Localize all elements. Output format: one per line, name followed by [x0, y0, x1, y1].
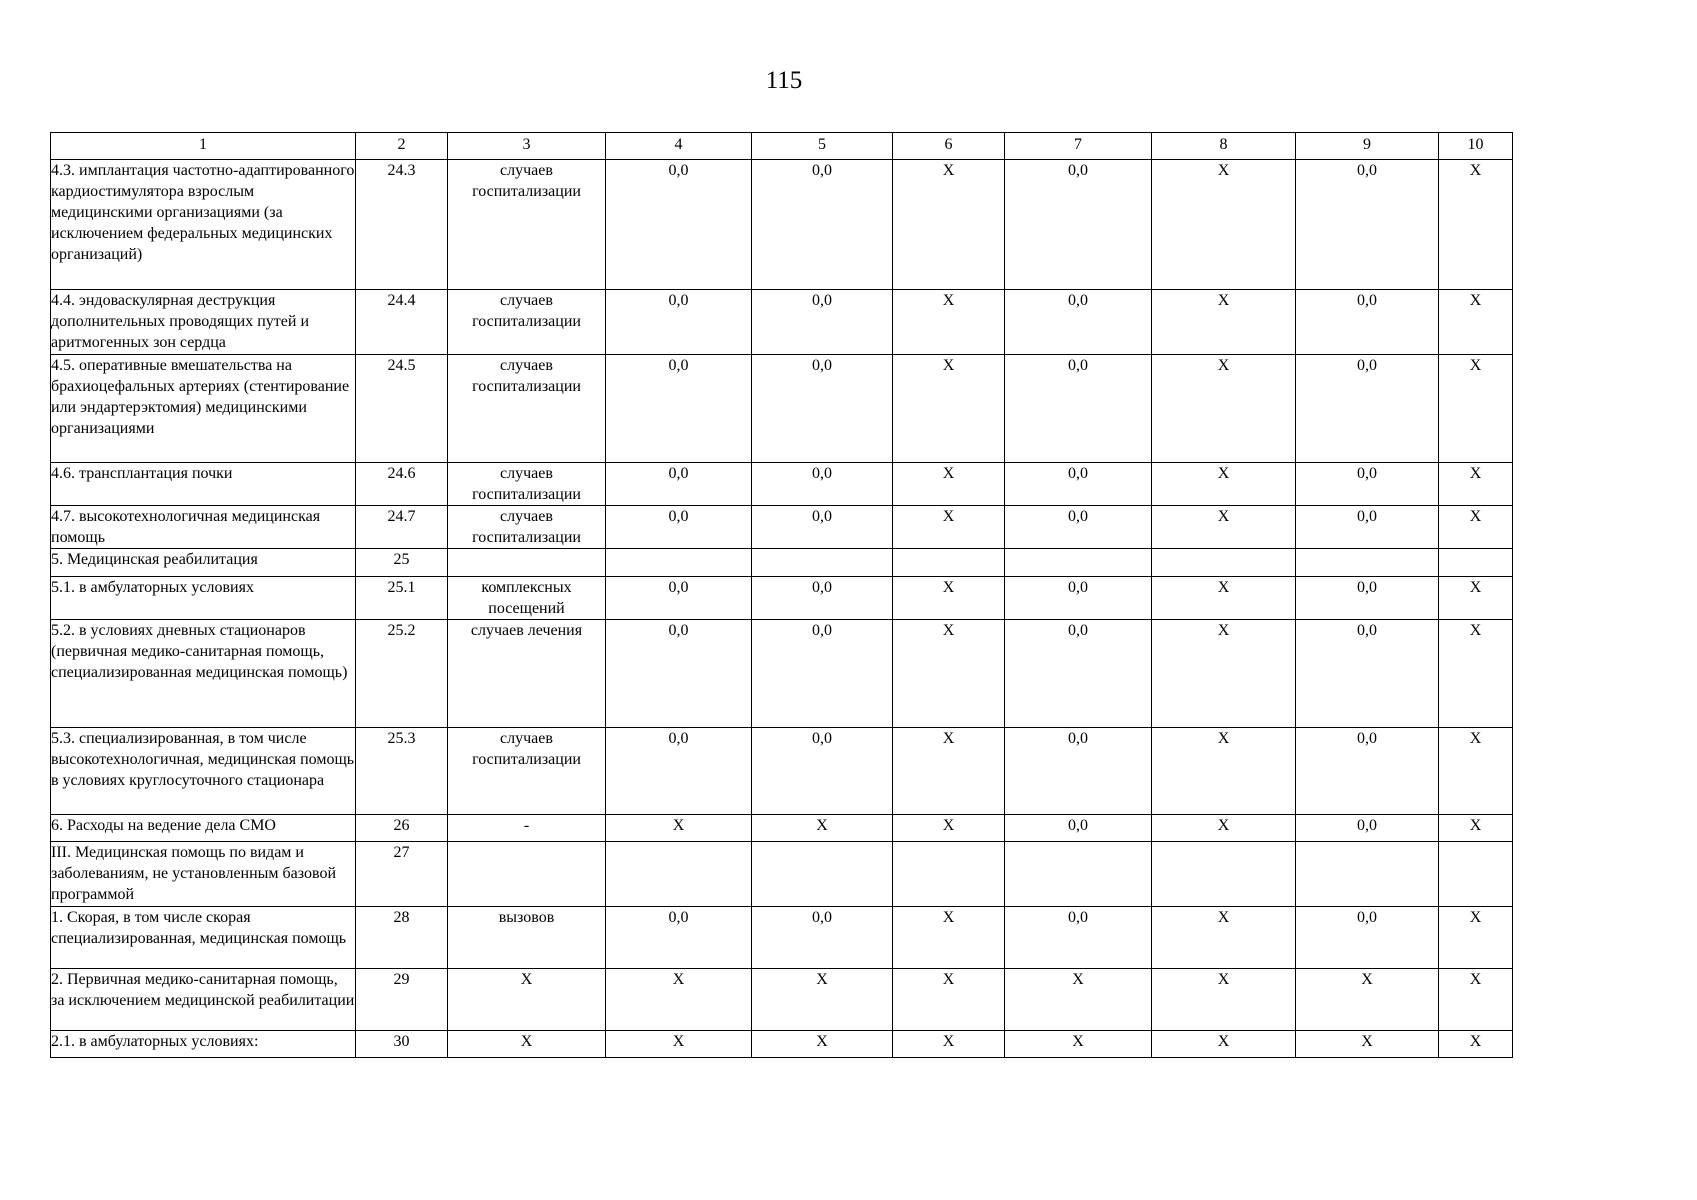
value-cell: Х: [606, 1031, 752, 1058]
row-code-cell: 25.1: [356, 577, 448, 620]
column-header: 7: [1005, 133, 1152, 160]
value-cell: Х: [893, 728, 1005, 815]
row-unit-cell: комплексных посещений: [448, 577, 606, 620]
value-cell: 0,0: [1296, 463, 1439, 506]
row-name-cell: 2.1. в амбулаторных условиях:: [51, 1031, 356, 1058]
value-cell: 0,0: [1005, 815, 1152, 842]
row-unit-cell: [448, 842, 606, 907]
column-header: 4: [606, 133, 752, 160]
value-cell: Х: [893, 907, 1005, 969]
value-cell: [1439, 549, 1513, 577]
column-header: 3: [448, 133, 606, 160]
column-header: 2: [356, 133, 448, 160]
row-unit-cell: случаев лечения: [448, 620, 606, 728]
row-unit-cell: случаев госпитализации: [448, 290, 606, 355]
value-cell: Х: [1152, 728, 1296, 815]
table-row: [51, 969, 1513, 1031]
value-cell: 0,0: [1296, 815, 1439, 842]
value-cell: 0,0: [1296, 160, 1439, 290]
value-cell: Х: [1005, 1031, 1152, 1058]
value-cell: 0,0: [1005, 620, 1152, 728]
table-body: [51, 160, 1513, 1058]
row-unit-cell: [448, 549, 606, 577]
value-cell: Х: [606, 969, 752, 1031]
row-name-cell: 2. Первичная медико-санитарная помощь, за исключением медицинской реабилитации: [51, 969, 356, 1031]
row-name-cell: 4.3. имплантация частотно-адаптированного кардиостимулятора взрослым медицинскими организациями (за исключением федеральных медицинских организаций): [51, 160, 356, 290]
value-cell: Х: [1152, 506, 1296, 549]
value-cell: 0,0: [606, 577, 752, 620]
table-row: [51, 1031, 1513, 1058]
value-cell: 0,0: [1296, 907, 1439, 969]
value-cell: [1296, 842, 1439, 907]
value-cell: [893, 549, 1005, 577]
value-cell: 0,0: [606, 728, 752, 815]
data-table: [50, 132, 1513, 1058]
value-cell: 0,0: [1296, 728, 1439, 815]
value-cell: Х: [606, 815, 752, 842]
table-row: [51, 815, 1513, 842]
value-cell: 0,0: [606, 463, 752, 506]
value-cell: 0,0: [1005, 728, 1152, 815]
value-cell: Х: [1152, 290, 1296, 355]
row-code-cell: 24.3: [356, 160, 448, 290]
value-cell: Х: [893, 577, 1005, 620]
value-cell: Х: [893, 355, 1005, 463]
value-cell: 0,0: [1296, 290, 1439, 355]
row-code-cell: 24.5: [356, 355, 448, 463]
column-header: 9: [1296, 133, 1439, 160]
value-cell: Х: [1439, 355, 1513, 463]
row-name-cell: III. Медицинская помощь по видам и заболеваниям, не установленным базовой программой: [51, 842, 356, 907]
value-cell: 0,0: [1005, 160, 1152, 290]
value-cell: [606, 549, 752, 577]
table-row: [51, 355, 1513, 463]
value-cell: Х: [1439, 160, 1513, 290]
row-code-cell: 25.2: [356, 620, 448, 728]
row-code-cell: 28: [356, 907, 448, 969]
row-code-cell: 24.7: [356, 506, 448, 549]
value-cell: 0,0: [1296, 355, 1439, 463]
value-cell: Х: [893, 506, 1005, 549]
value-cell: Х: [1005, 969, 1152, 1031]
value-cell: Х: [893, 969, 1005, 1031]
value-cell: Х: [1152, 620, 1296, 728]
value-cell: Х: [1439, 969, 1513, 1031]
value-cell: 0,0: [752, 463, 893, 506]
table-row: [51, 160, 1513, 290]
value-cell: Х: [1152, 907, 1296, 969]
value-cell: Х: [1439, 463, 1513, 506]
value-cell: Х: [1296, 1031, 1439, 1058]
value-cell: Х: [893, 463, 1005, 506]
table-row: [51, 620, 1513, 728]
row-unit-cell: случаев госпитализации: [448, 506, 606, 549]
value-cell: [1296, 549, 1439, 577]
value-cell: 0,0: [606, 506, 752, 549]
value-cell: Х: [1439, 728, 1513, 815]
value-cell: Х: [893, 1031, 1005, 1058]
value-cell: Х: [1152, 969, 1296, 1031]
value-cell: Х: [752, 815, 893, 842]
value-cell: [1005, 842, 1152, 907]
table-row: [51, 577, 1513, 620]
value-cell: 0,0: [752, 620, 893, 728]
value-cell: 0,0: [752, 506, 893, 549]
table-row: [51, 506, 1513, 549]
row-name-cell: 5.2. в условиях дневных стационаров (первичная медико-санитарная помощь, специализированная медицинская помощь): [51, 620, 356, 728]
column-header: 6: [893, 133, 1005, 160]
value-cell: Х: [752, 1031, 893, 1058]
value-cell: Х: [1439, 290, 1513, 355]
value-cell: 0,0: [1296, 506, 1439, 549]
value-cell: [752, 549, 893, 577]
row-code-cell: 25.3: [356, 728, 448, 815]
value-cell: Х: [1439, 506, 1513, 549]
table-row: [51, 463, 1513, 506]
value-cell: 0,0: [1005, 290, 1152, 355]
value-cell: 0,0: [606, 290, 752, 355]
table-row: [51, 290, 1513, 355]
row-unit-cell: Х: [448, 1031, 606, 1058]
row-name-cell: 5.3. специализированная, в том числе высокотехнологичная, медицинская помощь в условиях круглосуточного стационара: [51, 728, 356, 815]
table-row: [51, 728, 1513, 815]
row-unit-cell: Х: [448, 969, 606, 1031]
table-row: [51, 842, 1513, 907]
value-cell: 0,0: [752, 290, 893, 355]
value-cell: Х: [1439, 907, 1513, 969]
value-cell: 0,0: [606, 907, 752, 969]
value-cell: 0,0: [1005, 463, 1152, 506]
value-cell: 0,0: [752, 728, 893, 815]
value-cell: 0,0: [1005, 355, 1152, 463]
value-cell: 0,0: [752, 907, 893, 969]
page-number: 115: [765, 67, 803, 94]
value-cell: Х: [893, 290, 1005, 355]
row-code-cell: 27: [356, 842, 448, 907]
value-cell: 0,0: [1005, 506, 1152, 549]
table-row: [51, 549, 1513, 577]
row-code-cell: 30: [356, 1031, 448, 1058]
value-cell: Х: [1439, 620, 1513, 728]
value-cell: 0,0: [1005, 907, 1152, 969]
value-cell: Х: [1152, 160, 1296, 290]
value-cell: 0,0: [1005, 577, 1152, 620]
row-name-cell: 5. Медицинская реабилитация: [51, 549, 356, 577]
value-cell: 0,0: [752, 355, 893, 463]
value-cell: [893, 842, 1005, 907]
table-row: [51, 907, 1513, 969]
value-cell: Х: [1296, 969, 1439, 1031]
row-code-cell: 24.4: [356, 290, 448, 355]
row-unit-cell: -: [448, 815, 606, 842]
value-cell: 0,0: [1296, 577, 1439, 620]
value-cell: [606, 842, 752, 907]
value-cell: 0,0: [606, 620, 752, 728]
row-name-cell: 5.1. в амбулаторных условиях: [51, 577, 356, 620]
row-unit-cell: случаев госпитализации: [448, 160, 606, 290]
value-cell: 0,0: [606, 355, 752, 463]
row-unit-cell: случаев госпитализации: [448, 355, 606, 463]
value-cell: Х: [1439, 1031, 1513, 1058]
value-cell: [1005, 549, 1152, 577]
value-cell: 0,0: [752, 577, 893, 620]
value-cell: Х: [893, 815, 1005, 842]
row-name-cell: 6. Расходы на ведение дела СМО: [51, 815, 356, 842]
value-cell: Х: [1152, 1031, 1296, 1058]
row-unit-cell: случаев госпитализации: [448, 463, 606, 506]
value-cell: 0,0: [752, 160, 893, 290]
value-cell: 0,0: [606, 160, 752, 290]
value-cell: Х: [893, 620, 1005, 728]
value-cell: Х: [1152, 815, 1296, 842]
value-cell: Х: [1439, 815, 1513, 842]
row-name-cell: 4.4. эндоваскулярная деструкция дополнительных проводящих путей и аритмогенных зон сердца: [51, 290, 356, 355]
value-cell: 0,0: [1296, 620, 1439, 728]
column-header: 10: [1439, 133, 1513, 160]
row-code-cell: 25: [356, 549, 448, 577]
row-code-cell: 24.6: [356, 463, 448, 506]
value-cell: Х: [893, 160, 1005, 290]
column-header: 5: [752, 133, 893, 160]
value-cell: Х: [1152, 355, 1296, 463]
value-cell: [752, 842, 893, 907]
row-code-cell: 26: [356, 815, 448, 842]
row-name-cell: 4.5. оперативные вмешательства на брахиоцефальных артериях (стентирование или эндартерэктомия) медицинскими организациями: [51, 355, 356, 463]
row-code-cell: 29: [356, 969, 448, 1031]
value-cell: [1152, 842, 1296, 907]
value-cell: [1152, 549, 1296, 577]
value-cell: Х: [1152, 577, 1296, 620]
value-cell: [1439, 842, 1513, 907]
row-name-cell: 1. Скорая, в том числе скорая специализированная, медицинская помощь: [51, 907, 356, 969]
row-name-cell: 4.7. высокотехнологичная медицинская помощь: [51, 506, 356, 549]
row-unit-cell: вызовов: [448, 907, 606, 969]
value-cell: Х: [1439, 577, 1513, 620]
row-unit-cell: случаев госпитализации: [448, 728, 606, 815]
value-cell: Х: [752, 969, 893, 1031]
row-name-cell: 4.6. трансплантация почки: [51, 463, 356, 506]
header-row: [51, 133, 1513, 160]
column-header: 1: [51, 133, 356, 160]
value-cell: Х: [1152, 463, 1296, 506]
column-header: 8: [1152, 133, 1296, 160]
